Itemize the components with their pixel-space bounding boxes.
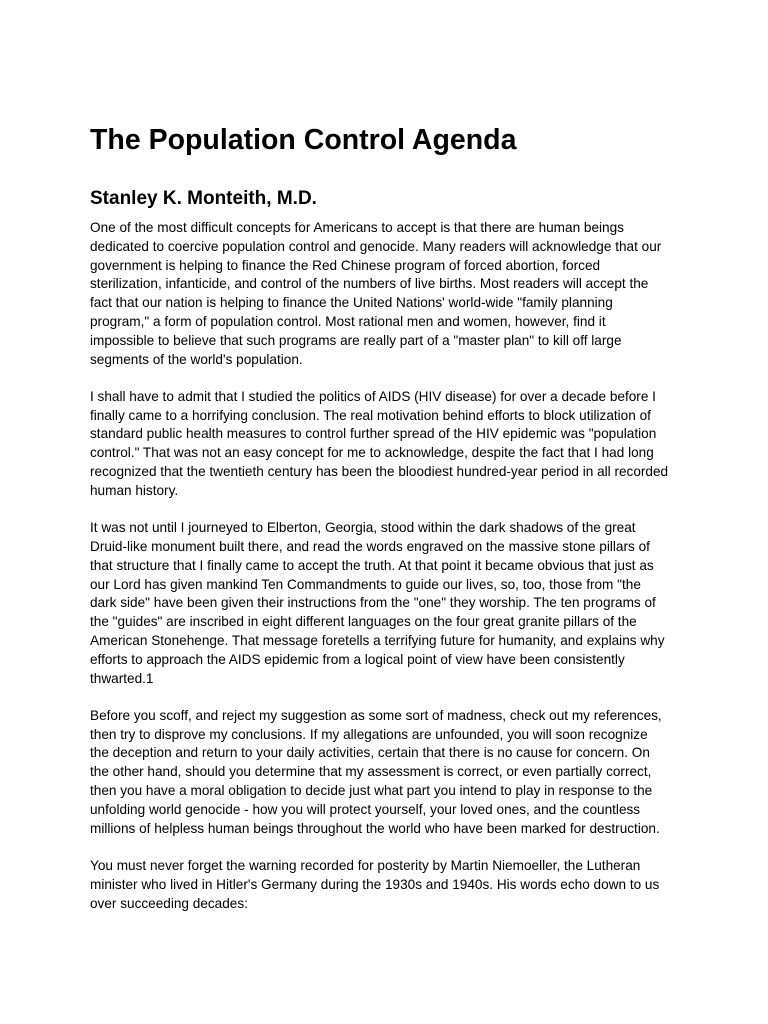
paragraph-line: I shall have to admit that I studied the politics of AIDS (HIV disease) for over a decade before I [90,388,656,404]
paragraph-line: the deception and return to your daily activities, certain that there is no cause for concern. On [90,745,650,761]
paragraph-line: millions of helpless human beings throughout the world who have been marked for destruction. [90,820,660,836]
paragraph-line: One of the most difficult concepts for Americans to accept is that there are human beings [90,220,624,235]
paragraph-line: Druid-like monument built there, and read the words engraved on the massive stone pillars of [90,538,650,554]
paragraph-line: the other hand, should you determine that my assessment is correct, or even partially correct, [90,764,652,780]
paragraph-line: Before you scoff, and reject my suggestion as some sort of madness, check out my references, [90,707,662,723]
paragraph-line: over succeeding decades: [90,895,248,911]
paragraph-line: It was not until I journeyed to Elberton, Georgia, stood within the dark shadows of the great [90,520,636,536]
paragraph-line: efforts to approach the AIDS epidemic from a logical point of view have been consistently [90,651,625,667]
paragraph-line: then you have a moral obligation to decide just what part you intend to play in response to the [90,783,653,799]
paragraph-line: that structure that I finally came to accept the truth. At that point it became obvious that just as [90,557,654,573]
paragraph-line: human history. [90,482,179,498]
document-author: Stanley K. Monteith, M.D. [90,188,317,209]
document-body [90,219,682,932]
document-title: The Population Control Agenda [90,124,517,156]
paragraph-line: impossible to believe that such programs are really part of a "master plan" to kill off large [90,332,622,348]
paragraph-line: minister who lived in Hitler's Germany during the 1930s and 1940s. His words echo down to us [90,876,660,892]
paragraph-line: dark side" have been given their instructions from the "one" they worship. The ten programs of [90,595,656,611]
paragraph-line: segments of the world's population. [90,351,303,367]
paragraph-line: program," a form of population control. Most rational men and women, however, find it [90,313,606,329]
paragraph-line: dedicated to coercive population control and genocide. Many readers will acknowledge that our [90,238,662,254]
body-paragraph [90,519,682,688]
paragraph-line: recognized that the twentieth century has been the bloodiest hundred-year period in all recorded [90,464,669,480]
body-paragraph [90,707,682,839]
body-paragraph [90,857,682,913]
paragraph-line: finally came to a horrifying conclusion. The real motivation behind efforts to block utilization of [90,407,651,423]
paragraph-line: then try to disprove my conclusions. If my allegations are unfounded, you will soon recognize [90,726,648,742]
paragraph-line: fact that our nation is helping to finance the United Nations' world-wide "family planning [90,295,613,311]
paragraph-line: thwarted.1 [90,670,154,686]
body-paragraph [90,219,682,369]
paragraph-line: sterilization, infanticide, and control of the numbers of live births. Most readers will accept the [90,276,649,292]
paragraph-line: government is helping to finance the Red Chinese program of forced abortion, forced [90,257,601,273]
paragraph-line: American Stonehenge. That message foretells a terrifying future for humanity, and explains why [90,632,665,648]
paragraph-line: standard public health measures to control further spread of the HIV epidemic was "population [90,426,657,442]
body-paragraph [90,388,682,501]
paragraph-line: the "guides" are inscribed in eight different languages on the four great granite pillars of the [90,614,637,630]
paragraph-line: You must never forget the warning recorded for posterity by Martin Niemoeller, the Lutheran [90,857,641,873]
paragraph-line: control." That was not an easy concept for me to acknowledge, despite the fact that I had long [90,445,654,461]
paragraph-line: unfolding world genocide - how you will protect yourself, your loved ones, and the countless [90,801,641,817]
paragraph-line: our Lord has given mankind Ten Commandments to guide our lives, so, too, those from "the [90,576,641,592]
